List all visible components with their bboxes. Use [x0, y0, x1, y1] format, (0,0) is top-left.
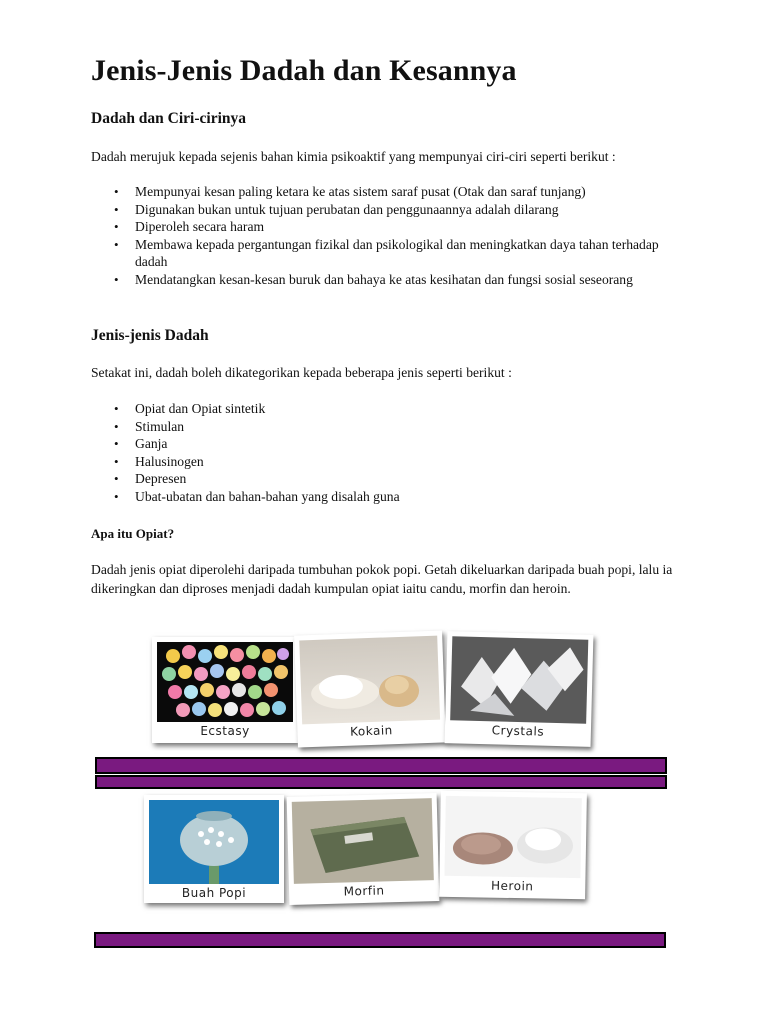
kokain-powder-image [299, 636, 440, 725]
section-body-opiat: Dadah jenis opiat diperolehi daripada tumbuhan pokok popi. Getah dikeluarkan daripada buah popi, lalu ia dikeringkan dan diproses menjadi dadah kumpulan opiat iaitu candu, morfin dan heroin. [91, 562, 673, 596]
photo-heroin [439, 791, 587, 900]
list-item: • Ganja [135, 435, 683, 453]
photo-caption: Buah Popi [181, 886, 247, 900]
divider-bar [95, 775, 667, 789]
bullet-list-ciri [91, 183, 683, 289]
divider-bar [94, 932, 666, 948]
list-item: • Membawa kepada pergantungan fizikal dan psikologikal dan meningkatkan daya tahan terhadap dadah [135, 236, 683, 271]
page-title: Jenis-Jenis Dadah dan Kesannya [91, 54, 517, 87]
photo-morfin [287, 793, 440, 905]
list-item: • Stimulan [135, 418, 683, 436]
poppy-pod-image [149, 800, 279, 884]
list-item: • Opiat dan Opiat sintetik [135, 400, 683, 418]
morfin-block-image [292, 798, 434, 884]
list-item: • Halusinogen [135, 453, 683, 471]
photo-caption: Morfin [343, 883, 385, 899]
heroin-powder-image [444, 796, 581, 878]
list-item: • Digunakan bukan untuk tujuan perubatan dan penggunaannya adalah dilarang [135, 201, 683, 219]
list-item: • Mendatangkan kesan-kesan buruk dan bahaya ke atas kesihatan dan fungsi sosial seseorang [135, 271, 683, 289]
section-intro-jenis: Setakat ini, dadah boleh dikategorikan kepada beberapa jenis seperti berikut : [91, 365, 512, 380]
list-item: • Diperoleh secara haram [135, 218, 683, 236]
list-item: • Depresen [135, 470, 683, 488]
list-item: • Mempunyai kesan paling ketara ke atas sistem saraf pusat (Otak dan saraf tunjang) [135, 183, 683, 201]
ecstasy-pills-image [157, 642, 293, 722]
section-intro-ciri: Dadah merujuk kepada sejenis bahan kimia psikoaktif yang mempunyai ciri-ciri seperti berikut : [91, 149, 616, 164]
section-heading-ciri: Dadah dan Ciri-cirinya [91, 110, 247, 127]
divider-bar [95, 757, 667, 774]
section-heading-opiat: Apa itu Opiat? [91, 526, 175, 541]
photo-caption: Heroin [490, 878, 534, 894]
photo-caption: Crystals [491, 723, 545, 739]
photo-crystals [445, 631, 594, 747]
section-heading-jenis: Jenis-jenis Dadah [91, 327, 209, 344]
crystals-image [450, 636, 588, 724]
bullet-list-jenis [91, 400, 683, 506]
photo-ecstasy [152, 637, 298, 743]
photo-caption: Ecstasy [200, 724, 250, 738]
photo-caption: Kokain [349, 723, 394, 739]
photo-kokain [294, 630, 446, 747]
list-item: • Ubat-ubatan dan bahan-bahan yang disalah guna [135, 488, 683, 506]
photo-buah-popi [144, 795, 284, 903]
